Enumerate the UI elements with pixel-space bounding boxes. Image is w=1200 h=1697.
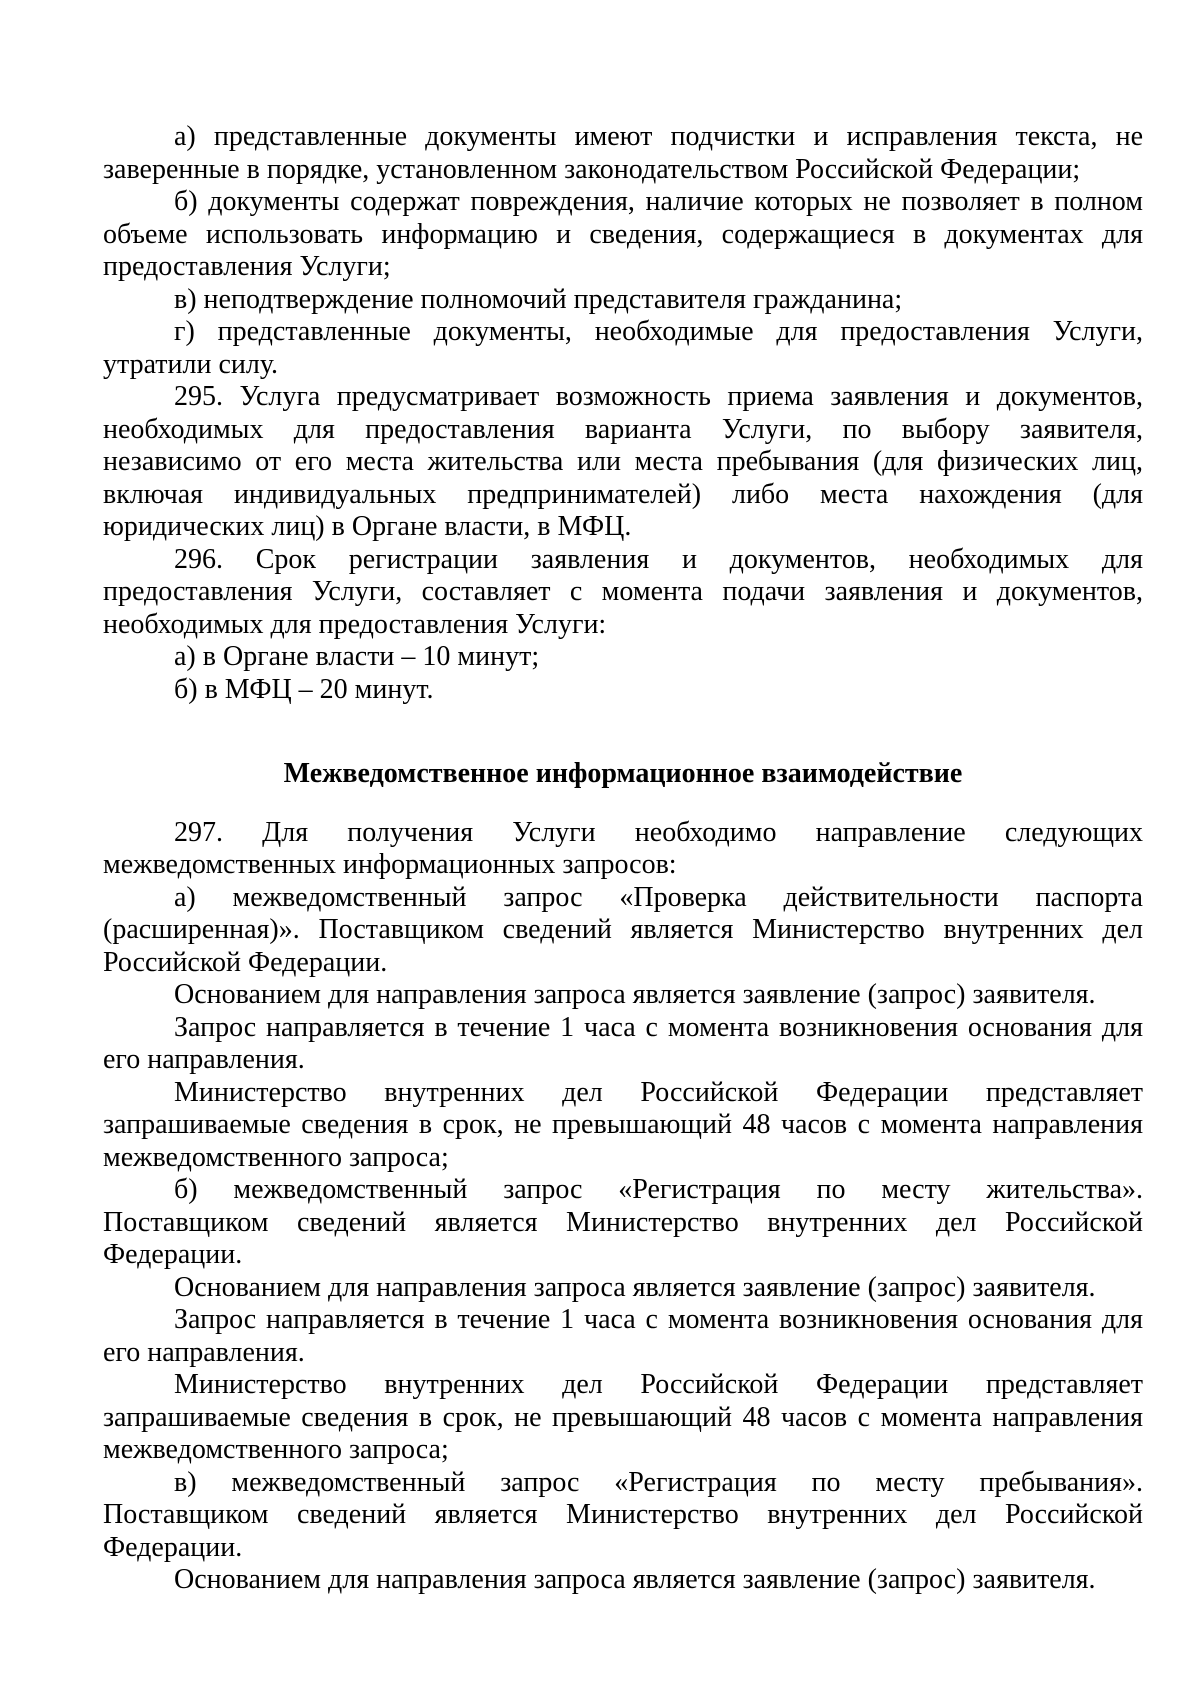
paragraph: [103, 1012, 1143, 1077]
text-line: предоставления Услуги, составляет с момента подачи заявления и документов,: [103, 576, 1143, 607]
text-line: юридических лиц) в Органе власти, в МФЦ.: [103, 511, 632, 542]
text-line: запрашиваемые сведения в срок, не превышающий 48 часов с момента направления: [103, 1401, 1143, 1433]
text-line: включая индивидуальных предпринимателей) либо места нахождения (для: [103, 478, 1143, 510]
text-line: Федерации.: [103, 1239, 243, 1270]
paragraph: [103, 186, 1143, 284]
text-line: его направления.: [103, 1044, 305, 1075]
paragraph: [103, 316, 1143, 381]
text-line: Основанием для направления запроса является заявление (запрос) заявителя.: [174, 979, 1096, 1010]
paragraph: [103, 641, 1143, 674]
text-line: Запрос направляется в течение 1 часа с момента возникновения основания для: [174, 1011, 1143, 1043]
text-line: 295. Услуга предусматривает возможность приема заявления и документов,: [174, 381, 1143, 412]
text-line: запрашиваемые сведения в срок, не превышающий 48 часов с момента направления: [103, 1109, 1143, 1140]
text-line: его направления.: [103, 1336, 305, 1368]
text-line: б) документы содержат повреждения, наличие которых не позволяет в полном: [174, 186, 1143, 217]
text-line: в) межведомственный запрос «Регистрация по месту пребывания».: [174, 1466, 1143, 1498]
paragraph: [103, 544, 1143, 642]
text-line: Министерство внутренних дел Российской Федерации представляет: [174, 1076, 1143, 1108]
text-line: объеме использовать информацию и сведения, содержащиеся в документах для: [103, 218, 1143, 250]
text-line: а) межведомственный запрос «Проверка действительности паспорта: [174, 881, 1143, 913]
text-line: необходимых для предоставления варианта Услуги, по выбору заявителя,: [103, 413, 1143, 445]
text-line: необходимых для предоставления Услуги:: [103, 608, 607, 640]
paragraph: [103, 1304, 1143, 1369]
paragraph: [103, 817, 1143, 882]
text-line: Министерство внутренних дел Российской Федерации представляет: [174, 1369, 1143, 1400]
text-line: а) в Органе власти – 10 минут;: [174, 641, 540, 672]
text-line: Основанием для направления запроса является заявление (запрос) заявителя.: [174, 1564, 1096, 1595]
text-line: Основанием для направления запроса является заявление (запрос) заявителя.: [174, 1271, 1096, 1303]
text-line: б) в МФЦ – 20 минут.: [174, 673, 434, 705]
paragraph: [103, 1077, 1143, 1175]
text-line: межведомственных информационных запросов:: [103, 849, 677, 880]
text-line: Поставщиком сведений является Министерство внутренних дел Российской: [103, 1499, 1143, 1530]
text-line: независимо от его места жительства или места пребывания (для физических лиц,: [103, 446, 1143, 477]
text-line: (расширенная)». Поставщиком сведений является Министерство внутренних дел: [103, 914, 1143, 945]
document-body: [103, 121, 1143, 1597]
text-line: межведомственного запроса;: [103, 1434, 449, 1465]
text-line: заверенные в порядке, установленном законодательством Российской Федерации;: [103, 153, 1081, 185]
text-line: межведомственного запроса;: [103, 1141, 449, 1173]
paragraph: [103, 1369, 1143, 1467]
text-line: 297. Для получения Услуги необходимо направление следующих: [174, 816, 1143, 848]
text-line: Федерации.: [103, 1531, 243, 1563]
text-line: предоставления Услуги;: [103, 251, 391, 282]
text-line: 296. Срок регистрации заявления и документов, необходимых для: [174, 543, 1143, 575]
text-line: Российской Федерации.: [103, 946, 388, 978]
text-line: б) межведомственный запрос «Регистрация по месту жительства».: [174, 1174, 1143, 1205]
section-heading: Межведомственное информационное взаимодействие: [283, 758, 963, 789]
paragraph: [103, 1564, 1143, 1597]
paragraph: [103, 1467, 1143, 1565]
text-line: а) представленные документы имеют подчистки и исправления текста, не: [174, 121, 1143, 152]
text-line: Запрос направляется в течение 1 часа с момента возникновения основания для: [174, 1304, 1143, 1335]
text-line: утратили силу.: [103, 348, 279, 380]
paragraph: [103, 1174, 1143, 1272]
paragraph: [103, 674, 1143, 707]
text-line: г) представленные документы, необходимые для предоставления Услуги,: [174, 316, 1143, 347]
paragraph: [103, 1272, 1143, 1305]
paragraph: [103, 882, 1143, 980]
text-line: Поставщиком сведений является Министерство внутренних дел Российской: [103, 1206, 1143, 1238]
paragraph: [103, 121, 1143, 186]
paragraph: [103, 381, 1143, 544]
paragraph: [103, 284, 1143, 317]
paragraph: [103, 979, 1143, 1012]
text-line: в) неподтверждение полномочий представителя гражданина;: [174, 283, 903, 315]
